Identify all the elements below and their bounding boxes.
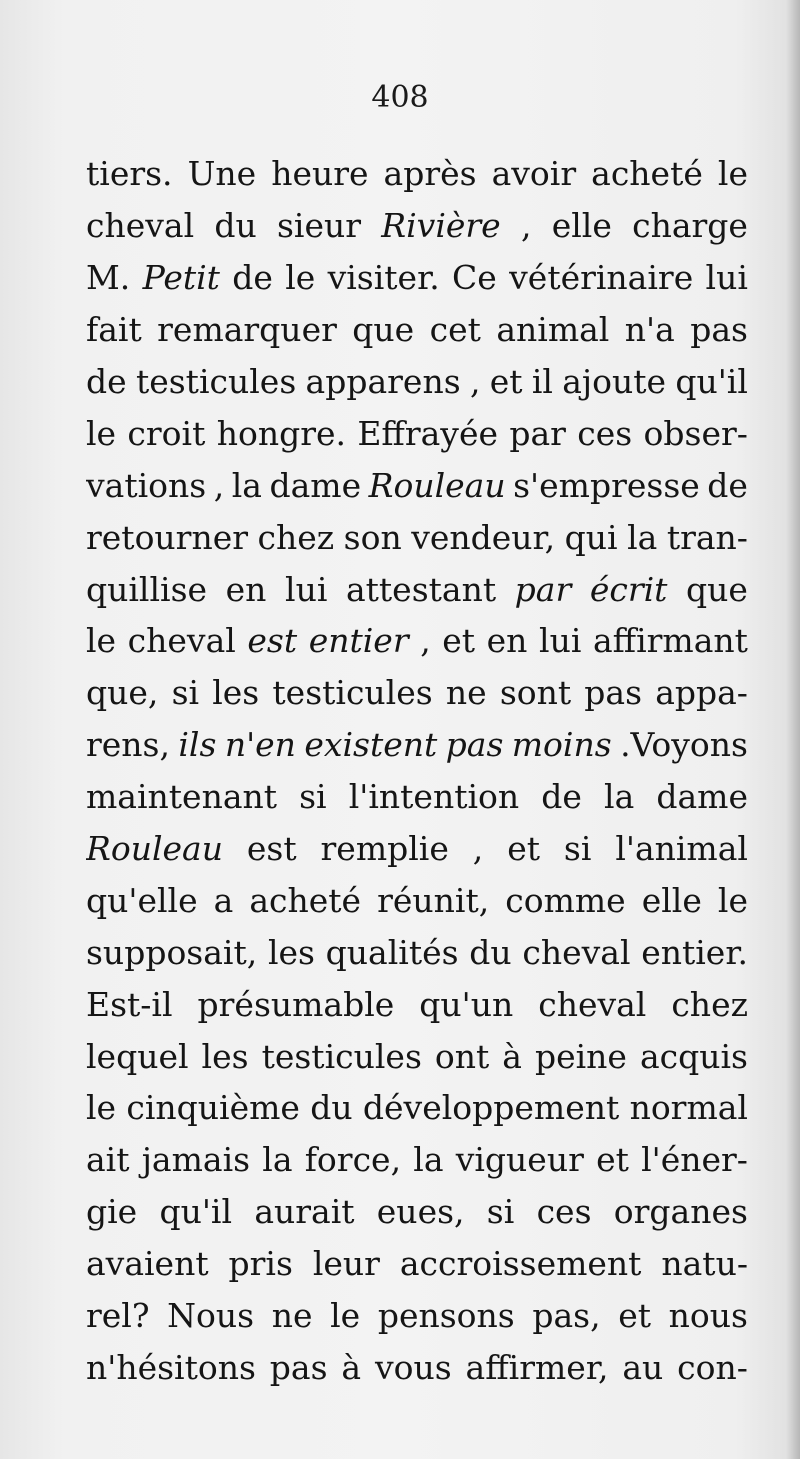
word: Une (187, 154, 257, 194)
word: pas (445, 725, 504, 765)
word: en (486, 621, 528, 661)
word: le (330, 1296, 361, 1336)
text-line (86, 667, 748, 719)
word: remarquer (157, 310, 337, 350)
body-text (86, 148, 748, 1393)
word: pris (228, 1244, 293, 1284)
word: écrit (589, 569, 668, 609)
word: les (201, 1036, 249, 1076)
word: retourner (86, 517, 249, 557)
text-line (86, 148, 748, 200)
word: les (212, 673, 260, 713)
word: nous (668, 1296, 748, 1336)
word: réunit, (377, 880, 490, 920)
word: charge (632, 206, 748, 246)
word: con- (677, 1347, 748, 1387)
word: Ce (452, 258, 497, 298)
word: cheval (127, 621, 236, 661)
text-line (86, 615, 748, 667)
word: comme (505, 880, 626, 920)
word: vigueur (455, 1140, 584, 1180)
word: les (267, 932, 315, 972)
text-line (86, 252, 748, 304)
text-line (86, 1082, 748, 1134)
word: entier (308, 621, 409, 661)
word: qu'il (675, 362, 748, 401)
text-line (86, 304, 748, 356)
text-line (86, 978, 748, 1030)
word: normal (629, 1088, 748, 1128)
word: jamais (141, 1140, 251, 1180)
word: en (225, 569, 267, 609)
page-edge-shadow (786, 0, 800, 1459)
word: peine (534, 1036, 627, 1076)
text-line (86, 1341, 748, 1393)
text-line (86, 1290, 748, 1342)
word: chez (671, 984, 748, 1024)
word: Rouleau (86, 829, 223, 869)
word: au (622, 1347, 664, 1387)
text-line (86, 771, 748, 823)
word: accroissement (399, 1244, 642, 1284)
word: testicules (135, 362, 297, 401)
word: la (604, 777, 635, 817)
word: cheval (538, 984, 647, 1024)
word: n'a (624, 310, 675, 350)
word: tran- (666, 517, 748, 557)
word: de (707, 465, 748, 505)
word: maintenant (86, 777, 278, 817)
word: existent (304, 725, 438, 765)
word: Nous (167, 1296, 255, 1336)
word: visiter. (327, 258, 440, 298)
word: le (717, 880, 748, 920)
word: lui (705, 258, 748, 298)
word: qualités (325, 932, 459, 972)
word: après (383, 154, 477, 194)
word: et (442, 621, 476, 661)
word: acheté (249, 880, 362, 920)
word: et (596, 1140, 629, 1180)
text-line (86, 874, 748, 926)
word: fait (86, 310, 142, 350)
word: cheval (86, 206, 195, 246)
word: leur (312, 1244, 380, 1284)
word: lui (285, 569, 328, 609)
word: avoir (491, 154, 577, 194)
word: vétérinaire (509, 258, 694, 298)
word: gie (86, 1192, 138, 1232)
word: que, (86, 673, 159, 713)
text-line (86, 823, 748, 875)
word: à (502, 1036, 522, 1076)
word: ajoute (562, 362, 667, 401)
word: dame (269, 465, 362, 505)
word: le (86, 413, 117, 453)
text-line (86, 407, 748, 459)
word: elle (551, 206, 612, 246)
word: organes (613, 1192, 748, 1232)
word: est (247, 621, 298, 661)
word: n'hésitons (86, 1347, 256, 1387)
text-line (86, 926, 748, 978)
word: rens, (86, 725, 170, 765)
word: rel? (86, 1296, 150, 1336)
word: sont (499, 673, 572, 713)
word: par (514, 569, 572, 609)
word: ne (271, 1296, 313, 1336)
word: est (246, 829, 297, 869)
word: de (541, 777, 582, 817)
word: ne (445, 673, 487, 713)
word: vations (86, 465, 207, 505)
word: ont (434, 1036, 490, 1076)
word: remplie (320, 829, 449, 869)
word: vous (374, 1347, 452, 1387)
word: entier. (641, 932, 748, 972)
word: la (413, 1140, 444, 1180)
word: force, (304, 1140, 402, 1180)
word: , (520, 206, 532, 246)
word: acquis (639, 1036, 748, 1076)
word: aurait (254, 1192, 355, 1232)
word: dame (656, 777, 748, 817)
word: qu'elle (86, 880, 198, 920)
text-line (86, 511, 748, 563)
word: le (86, 621, 117, 661)
word: son (343, 517, 402, 557)
word: si (299, 777, 327, 817)
word: de (86, 362, 127, 401)
text-line (86, 563, 748, 615)
word: apparens (305, 362, 461, 401)
text-line (86, 356, 748, 408)
word: obser- (643, 413, 748, 453)
word: du (310, 1088, 353, 1128)
word: ces (536, 1192, 592, 1232)
word: affirmant (592, 621, 748, 661)
word: pas (269, 1347, 328, 1387)
word: qu'il (159, 1192, 233, 1232)
word: que (686, 569, 748, 609)
word: du (469, 932, 512, 972)
word: pas, (532, 1296, 601, 1336)
word: hongre. (216, 413, 346, 453)
word: Petit (142, 258, 220, 298)
word: .Voyons (620, 725, 748, 765)
text-line (86, 459, 748, 511)
word: croit (127, 413, 206, 453)
word: n'en (224, 725, 296, 765)
word: pensons (377, 1296, 515, 1336)
word: eues, (376, 1192, 465, 1232)
word: ait (86, 1140, 130, 1180)
word: la (262, 1140, 293, 1180)
word: pas (690, 310, 748, 350)
text-line (86, 1134, 748, 1186)
word: la (231, 465, 262, 505)
word: cet (429, 310, 481, 350)
word: le (86, 1088, 117, 1128)
word: Rivière (381, 206, 501, 246)
word: par (509, 413, 566, 453)
word: natu- (661, 1244, 748, 1284)
word: qu'un (419, 984, 514, 1024)
word: chez (257, 517, 335, 557)
word: l'éner- (641, 1140, 748, 1180)
word: il (531, 362, 553, 401)
word: avaient (86, 1244, 209, 1284)
word: le (285, 258, 316, 298)
word: Est-il (86, 984, 173, 1024)
word: testicules (272, 673, 433, 713)
word: cinquième (126, 1088, 300, 1128)
word: qui (564, 517, 618, 557)
word: , (420, 621, 431, 661)
word: développement (362, 1088, 620, 1128)
word: pas (584, 673, 643, 713)
text-line (86, 1238, 748, 1290)
word: ces (577, 413, 633, 453)
word: moins (511, 725, 612, 765)
word: ils (178, 725, 217, 765)
word: acheté (591, 154, 703, 194)
text-line (86, 719, 748, 771)
word: cheval (522, 932, 631, 972)
word: et (507, 829, 540, 869)
word: testicules (261, 1036, 422, 1076)
word: , (472, 829, 484, 869)
word: que (352, 310, 415, 350)
word: si (171, 673, 200, 713)
word: supposait, (86, 932, 258, 972)
word: , (469, 362, 481, 401)
word: tiers. (86, 154, 173, 194)
word: animal (496, 310, 610, 350)
word: sieur (277, 206, 362, 246)
text-line (86, 200, 748, 252)
page-number: 408 (371, 80, 429, 115)
text-line (86, 1030, 748, 1082)
text-line (86, 1186, 748, 1238)
word: l'animal (615, 829, 748, 869)
word: quillise (86, 569, 208, 609)
word: la (627, 517, 658, 557)
word: l'intention (348, 777, 520, 817)
word: vendeur, (411, 517, 556, 557)
word: du (214, 206, 257, 246)
word: Rouleau (368, 465, 506, 505)
word: , (213, 465, 225, 505)
word: présumable (197, 984, 395, 1024)
word: à (341, 1347, 362, 1387)
word: Effrayée (357, 413, 499, 453)
word: le (717, 154, 748, 194)
word: appa- (655, 673, 748, 713)
word: elle (641, 880, 702, 920)
word: affirmer, (465, 1347, 609, 1387)
word: et (489, 362, 523, 401)
word: M. (86, 258, 131, 298)
word: heure (271, 154, 369, 194)
word: lequel (86, 1036, 189, 1076)
word: si (486, 1192, 515, 1232)
word: lui (539, 621, 582, 661)
word: de (232, 258, 273, 298)
word: s'empresse (513, 465, 700, 505)
word: attestant (345, 569, 497, 609)
word: et (618, 1296, 651, 1336)
word: a (213, 880, 234, 920)
word: si (563, 829, 592, 869)
